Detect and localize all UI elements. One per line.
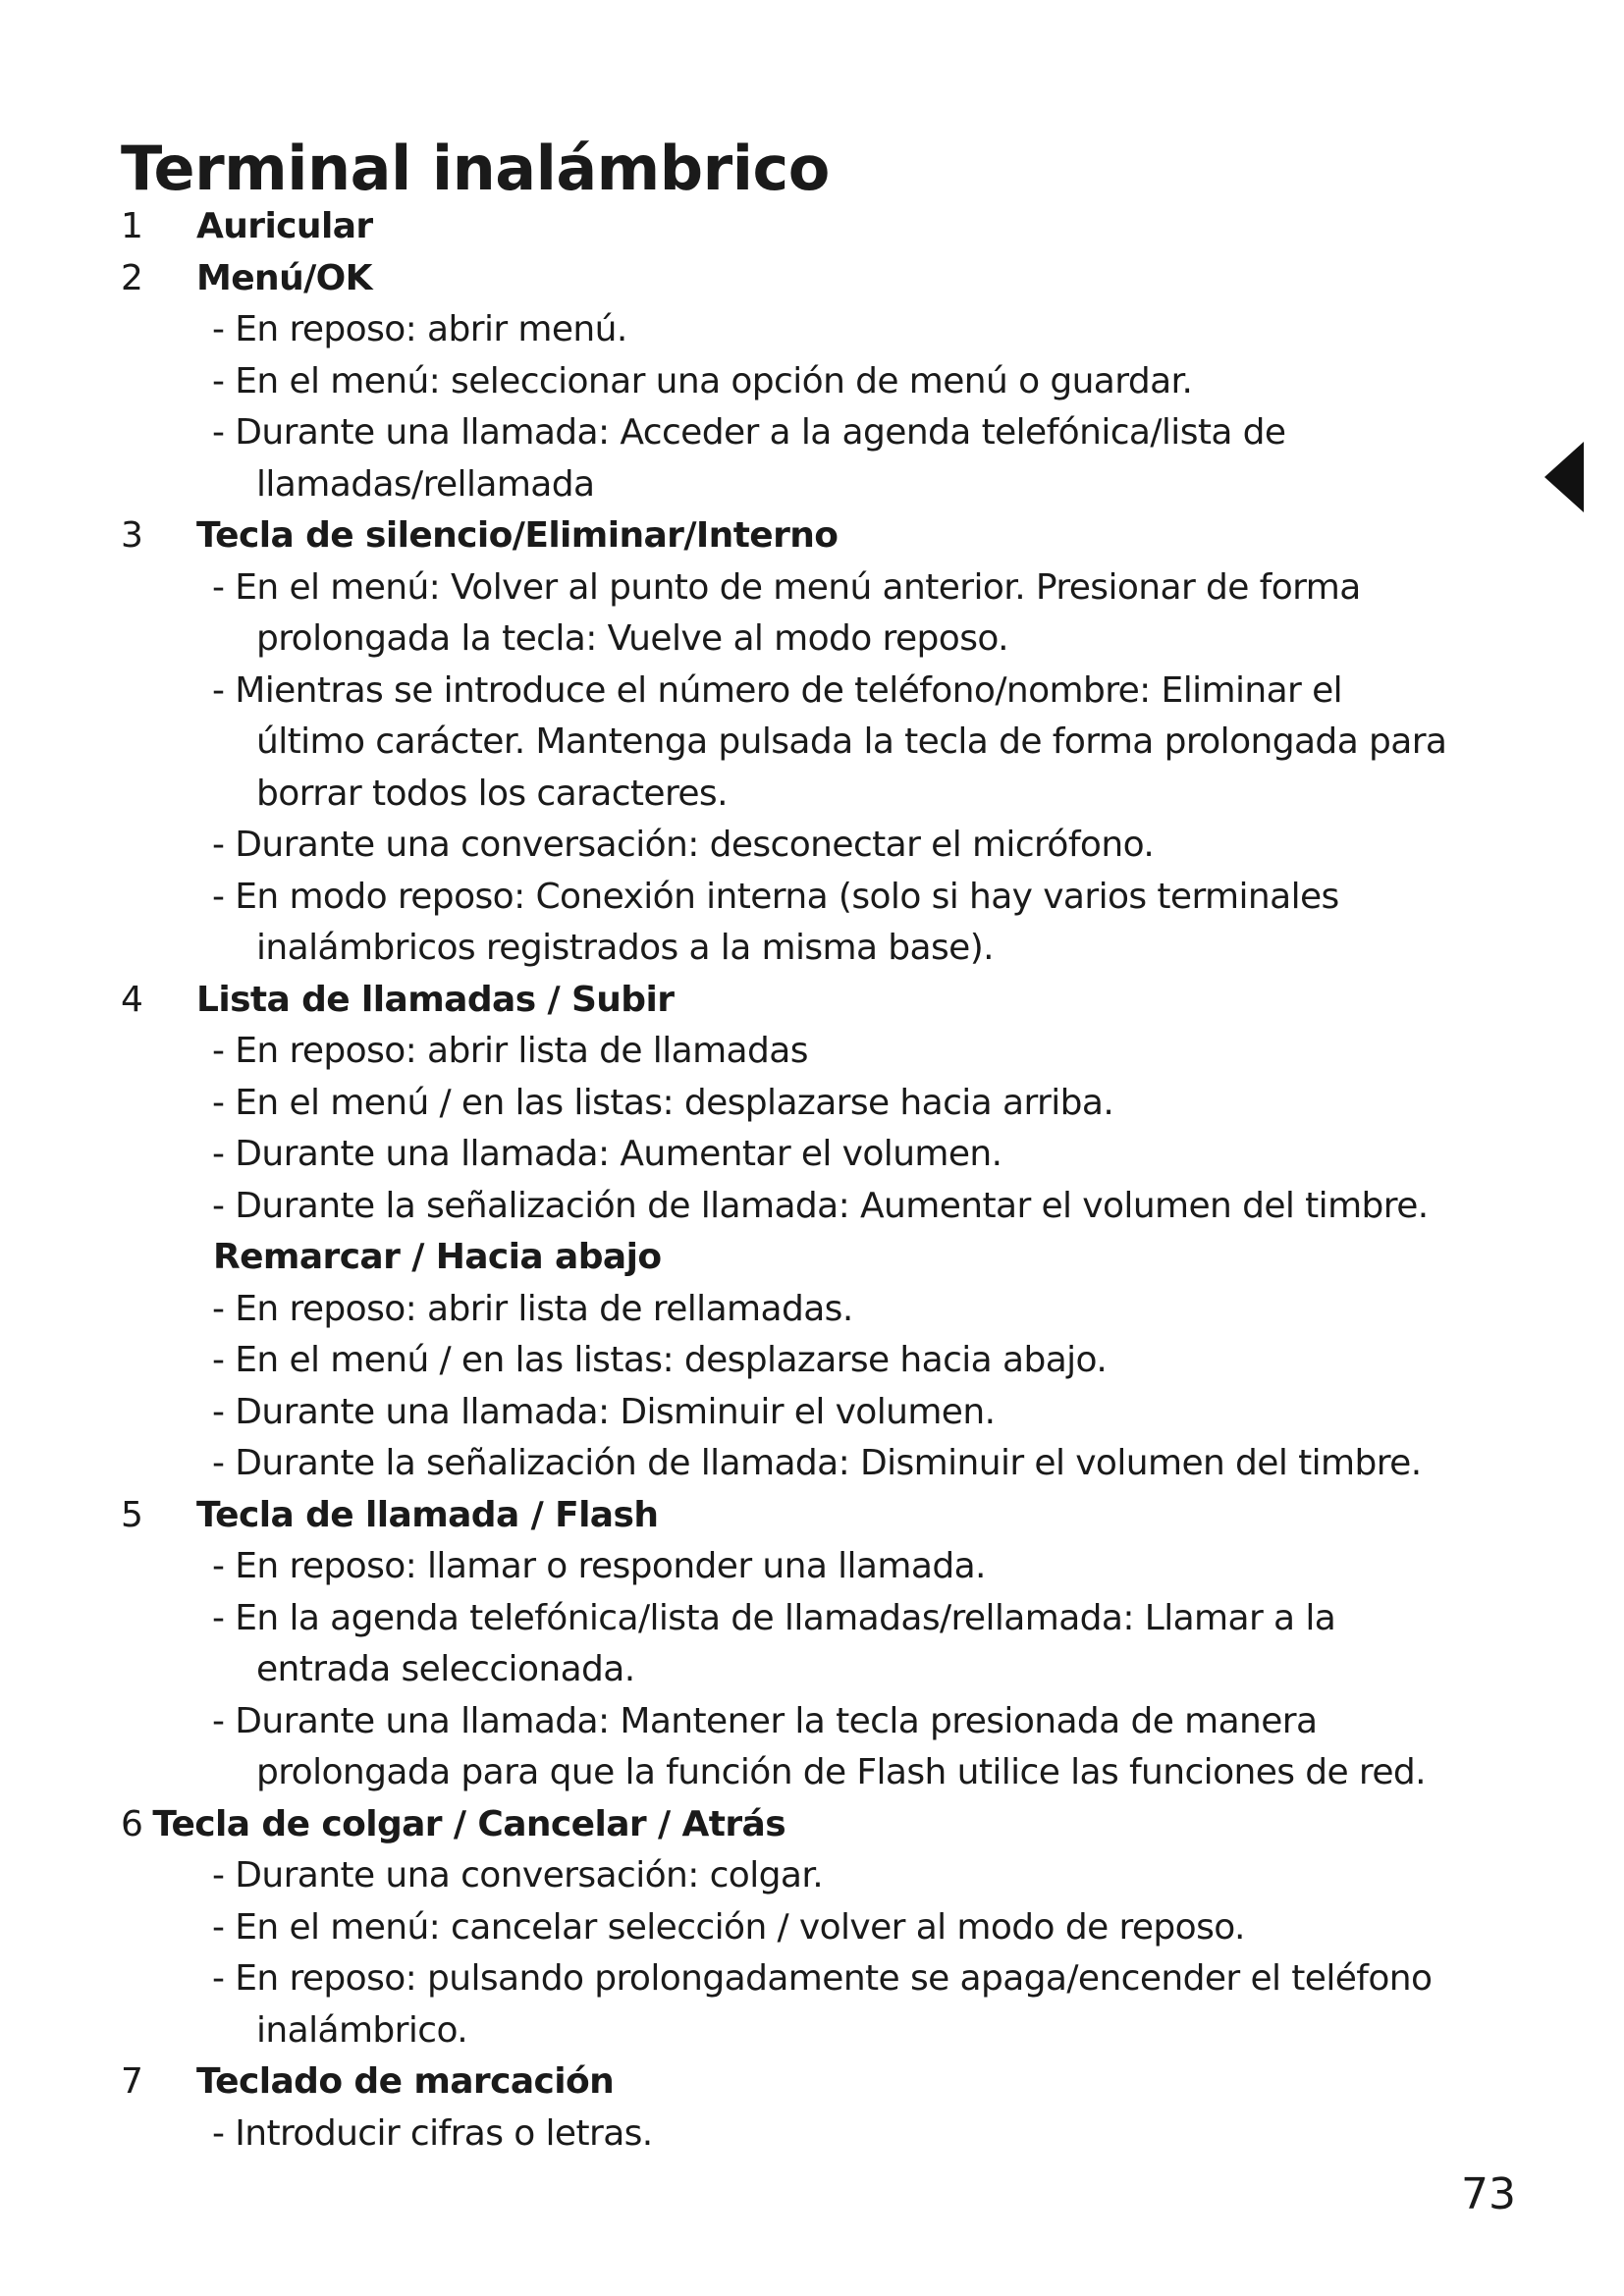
section-2-heading — [0, 253, 1624, 305]
section-number: 4 — [121, 979, 143, 1020]
page-title: Terminal inalámbrico — [121, 133, 830, 204]
list-item: - En reposo: pulsando prolongadamente se apaga/encender el teléfono — [212, 1958, 1433, 1999]
page-number: 73 — [1461, 2169, 1516, 2219]
list-item: - Durante la señalización de llamada: Disminuir el volumen del timbre. — [212, 1443, 1422, 1483]
subsection-title: Remarcar / Hacia abajo — [213, 1237, 662, 1277]
section-title: Menú/OK — [196, 257, 372, 298]
section-1-heading — [0, 201, 1624, 253]
list-item: - En modo reposo: Conexión interna (solo si hay varios terminales — [212, 876, 1339, 917]
list-item: - Mientras se introduce el número de teléfono/nombre: Eliminar el — [212, 669, 1343, 711]
page-tab-arrow-icon — [1544, 442, 1584, 512]
list-item: - Durante la señalización de llamada: Aumentar el volumen del timbre. — [212, 1185, 1429, 1226]
section-3-heading — [0, 510, 1624, 562]
list-item: - En reposo: abrir menú. — [212, 309, 627, 349]
list-item: - En el menú / en las listas: desplazarse hacia abajo. — [212, 1340, 1108, 1380]
list-item: - Durante una llamada: Disminuir el volumen. — [212, 1391, 996, 1432]
list-item: - Durante una llamada: Mantener la tecla presionada de manera — [212, 1700, 1318, 1741]
list-item: - En el menú / en las listas: desplazarse hacia arriba. — [212, 1082, 1114, 1123]
list-item: - En el menú: cancelar selección / volver al modo de reposo. — [212, 1906, 1245, 1948]
list-item-continuation: borrar todos los caracteres. — [256, 773, 728, 814]
list-item-continuation: inalámbricos registrados a la misma base). — [256, 928, 995, 968]
section-title: Lista de llamadas / Subir — [196, 979, 675, 1020]
section-4-heading — [0, 975, 1624, 1027]
list-item-continuation: prolongada para que la función de Flash utilice las funciones de red. — [256, 1752, 1426, 1792]
section-number: 7 — [121, 2061, 143, 2102]
section-number: 5 — [121, 1494, 143, 1535]
item-list — [0, 201, 1624, 2160]
list-item: - En el menú: Volver al punto de menú anterior. Presionar de forma — [212, 566, 1361, 608]
list-item-continuation: llamadas/rellamada — [256, 463, 595, 505]
list-item: - En reposo: llamar o responder una llamada. — [212, 1546, 986, 1586]
list-item: - Durante una llamada: Aumentar el volumen. — [212, 1134, 1002, 1174]
section-number: 6 — [121, 1803, 143, 1844]
list-item: - Introducir cifras o letras. — [212, 2112, 653, 2154]
list-item-continuation: entrada seleccionada. — [256, 1649, 635, 1689]
section-title: Tecla de llamada / Flash — [196, 1494, 659, 1535]
section-number: 1 — [121, 206, 143, 246]
section-number: 2 — [121, 257, 143, 298]
list-item: - En la agenda telefónica/lista de llamadas/rellamada: Llamar a la — [212, 1597, 1336, 1638]
list-item: - Durante una conversación: desconectar el micrófono. — [212, 825, 1155, 865]
section-5-heading — [0, 1490, 1624, 1542]
section-title: Teclado de marcación — [196, 2061, 615, 2102]
list-item: - En reposo: abrir lista de llamadas — [212, 1031, 808, 1071]
list-item: - En reposo: abrir lista de rellamadas. — [212, 1288, 853, 1329]
section-6-heading — [0, 1799, 1624, 1851]
list-item-continuation: prolongada la tecla: Vuelve al modo reposo. — [256, 618, 1008, 659]
list-item: - Durante una llamada: Acceder a la agenda telefónica/lista de — [212, 412, 1286, 453]
list-item: - En el menú: seleccionar una opción de menú o guardar. — [212, 360, 1193, 401]
section-title: Tecla de silencio/Eliminar/Interno — [196, 515, 839, 556]
list-item: - Durante una conversación: colgar. — [212, 1855, 824, 1896]
section-title: Tecla de colgar / Cancelar / Atrás — [152, 1803, 786, 1844]
section-title: Auricular — [196, 206, 373, 246]
list-item-continuation: último carácter. Mantenga pulsada la tecla de forma prolongada para — [256, 721, 1447, 762]
section-7-heading — [0, 2056, 1624, 2109]
section-number: 3 — [121, 515, 143, 556]
list-item-continuation: inalámbrico. — [256, 2009, 468, 2051]
